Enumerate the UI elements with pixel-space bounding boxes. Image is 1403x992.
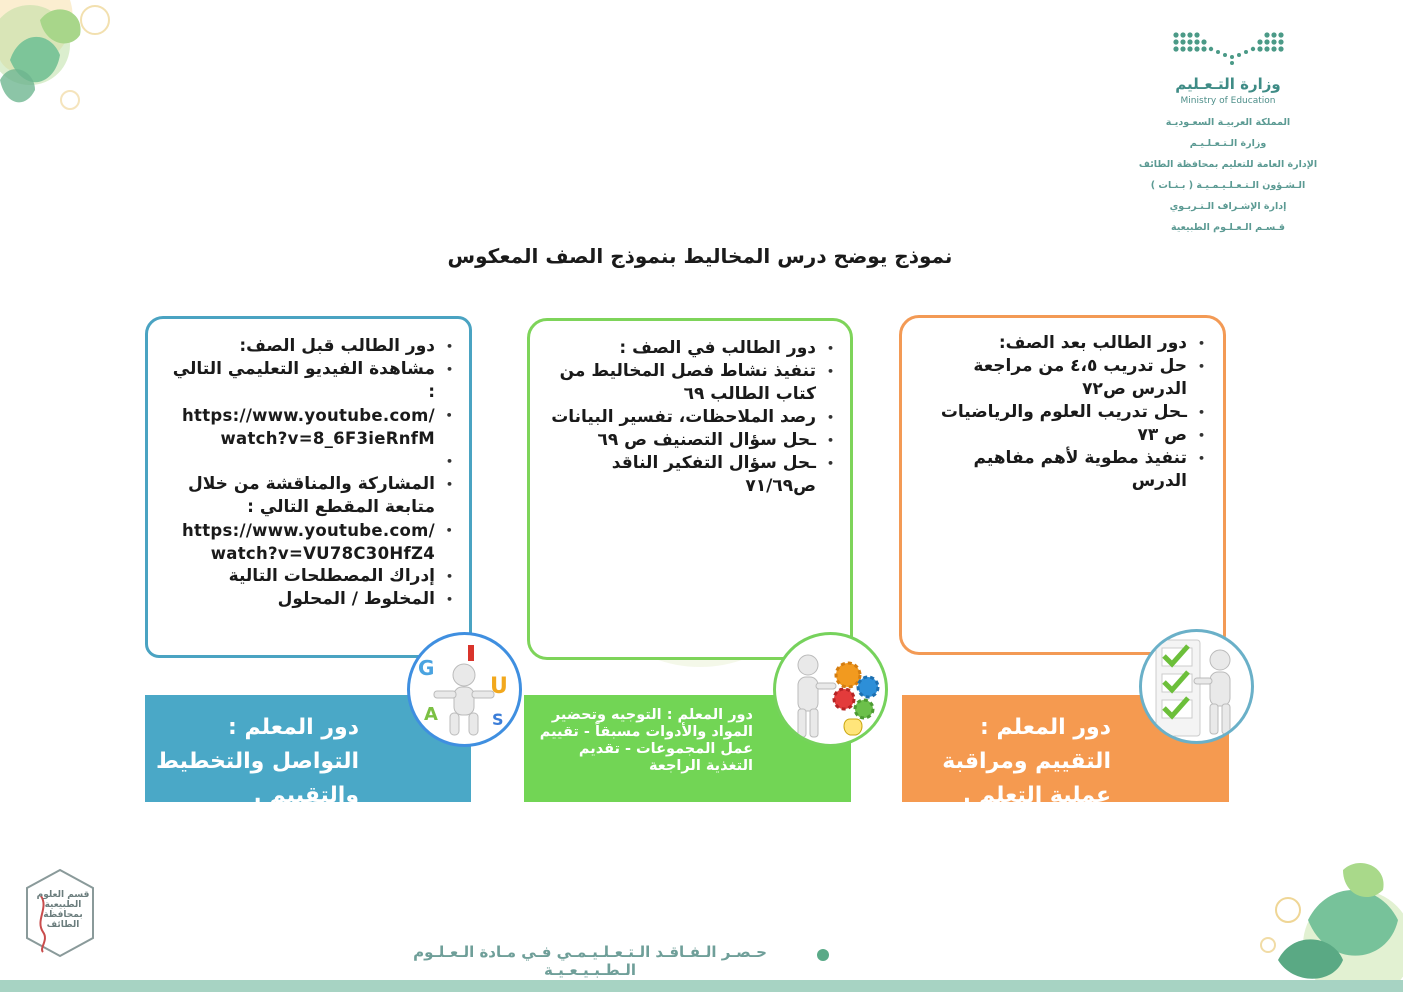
before-class-item: • المخلوط / المحلول [161,588,461,611]
footer-dot [817,949,829,961]
in-class-item: • ـحل سؤال التفكير الناقد ص٧١/٦٩ [542,452,842,498]
ministry-logo-icon [1171,30,1286,68]
svg-text:U: U [490,674,508,699]
before-class-item: • دور الطالب قبل الصف: [161,335,461,358]
teacher-role-assessment: دور المعلم : التقييم ومراقبة عملية التعلم . [902,695,1229,802]
ministry-name-en: Ministry of Education [1180,96,1276,106]
footer-caption: حـصـر الـفـاقـد الـتـعـلـيـمـي فـي مـادة الـعـلـوم الـطـبـيـعـيـة [413,943,767,979]
svg-text:A: A [424,704,438,725]
checklist-figure-illustration [1139,629,1254,744]
in-class-item: • دور الطالب في الصف : [542,337,842,360]
after-class-card [899,315,1226,655]
page-title: نموذج يوضح درس المخاليط بنموذج الصف المعكوس [447,244,953,268]
gears-figure-illustration [773,632,888,747]
department-logo [25,868,95,958]
before-class-item: • إدراك المصطلحات التالية [161,565,461,588]
svg-text:G: G [418,656,435,680]
ministry-header [1123,30,1333,238]
teacher-role-guidance: دور المعلم : التوجيه وتحضير المواد والأدوات مسبقاً - تقييم عمل المجموعات - تقديم التغذية الراجعة [524,695,851,802]
ministry-line: إدارة الإشـراف الـتـربـوي [1169,201,1287,212]
footer-bar [0,980,1403,992]
after-class-item: • دور الطالب بعد الصف: [913,332,1213,355]
ministry-line: الـشـؤون الـتـعـلـيـمـيـة ( بـنـات ) [1150,180,1306,191]
in-class-item: • تنفيذ نشاط فصل المخاليط من كتاب الطالب ٦٩ [542,360,842,406]
ministry-name-ar: وزارة التـعـليم [1175,75,1281,93]
after-class-item: • ص ٧٣ [913,424,1213,447]
corner-ornament-top-left [0,0,140,130]
after-class-item: • تنفيذ مطوية لأهم مفاهيم الدرس [913,447,1213,493]
video-link-1[interactable]: • https://www.youtube.com/ watch?v=8_6F3ieRnfM [161,404,461,450]
letters-figure-illustration [407,632,522,747]
teacher-role-communication: دور المعلم : التواصل والتخطيط والتقييم . [145,695,471,802]
svg-text:S: S [492,710,504,729]
ministry-line: وزارة الـتـعـلـيـم [1189,138,1267,149]
ministry-line: المملكة العربيـة السعـوديـة [1165,117,1291,128]
department-logo-text: قسم العلوم الطبيعية بمحافظة الطائف [36,890,90,930]
before-class-item: • مشاهدة الفيديو التعليمي التالي : [161,358,461,404]
before-class-item: • المشاركة والمناقشة من خلال متابعة المقطع التالي : [161,473,461,519]
before-class-card [145,316,472,658]
in-class-card [527,318,853,660]
after-class-item: • حل تدريب ٤،٥ من مراجعة الدرس ص٧٢ [913,355,1213,401]
corner-ornament-bottom-right [1248,850,1403,985]
after-class-item: • ـحل تدريب العلوم والرياضيات [913,401,1213,424]
before-class-item-empty [161,450,461,473]
ministry-line: قـسـم الـعـلـوم الطبيعية [1170,222,1285,233]
ministry-line: الإدارة العامة للتعليم بمحافظة الطائف [1138,159,1318,170]
in-class-item: • ـحل سؤال التصنيف ص ٦٩ [542,429,842,452]
video-link-2[interactable]: • https://www.youtube.com/ watch?v=VU78C30HfZ4 [161,519,461,565]
in-class-item: • رصد الملاحظات، تفسير البيانات [542,406,842,429]
